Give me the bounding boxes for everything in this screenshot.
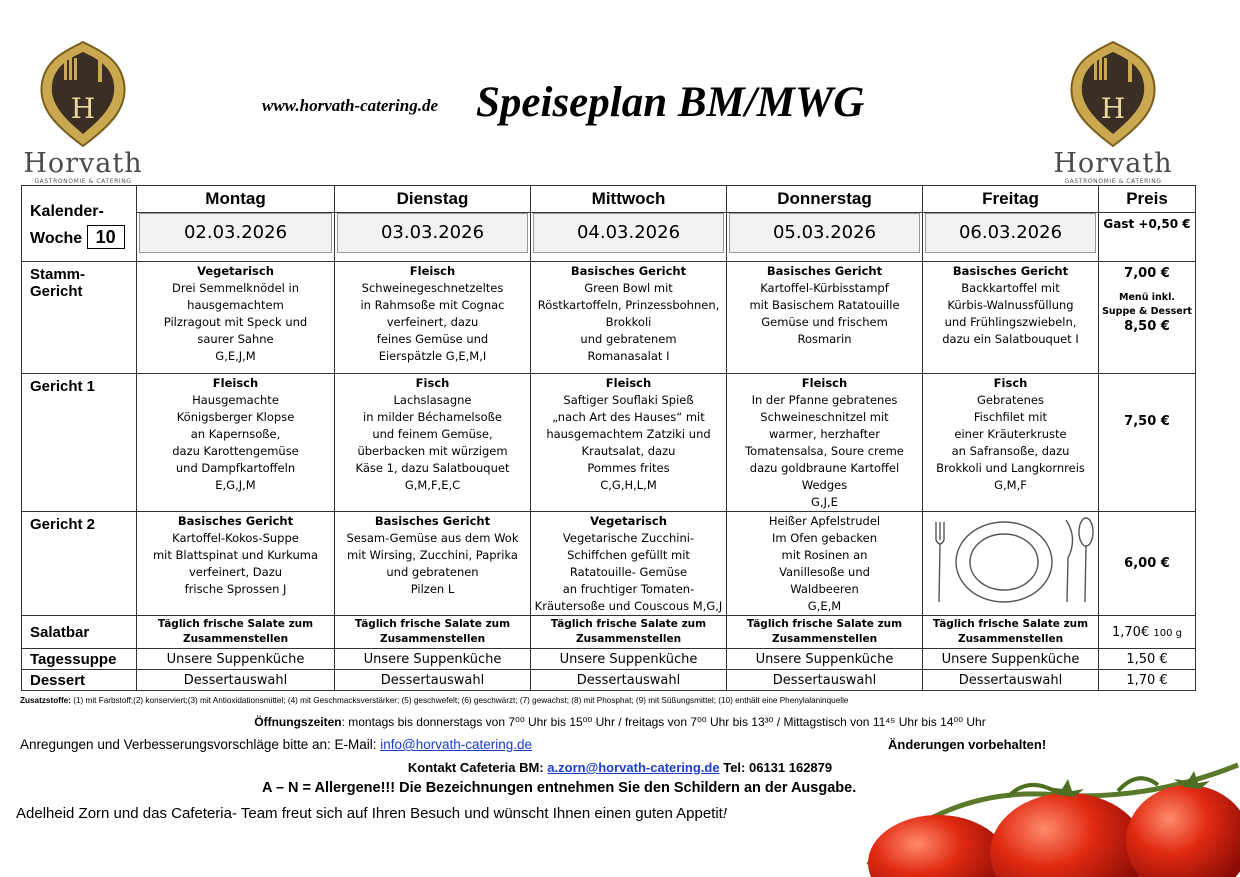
dish-line: G,J,E [811, 495, 838, 509]
additives-note: Zusatzstoffe: (1) mit Farbstoff;(2) konserviert;(3) mit Antioxidationsmittel; (4) mit Geschmacksverstärker; (5) geschwefelt; (6) geschwärzt; (7) gewachst; (8) mit Phosphat; (9) mit Süßungsmittel; (10) enthält eine Phenylalaninquelle [20, 696, 849, 705]
price-cell: 7,00 € Menü inkl. Suppe & Dessert 8,50 € [1099, 262, 1196, 374]
dish-line: Sesam-Gemüse aus dem Wok [346, 531, 519, 545]
dish-line: mit Rosinen an [781, 548, 868, 562]
dish-line: einer Kräuterkruste [954, 427, 1067, 441]
salad-cell: Täglich frische Salate zum Zusammenstellen [137, 616, 335, 649]
dish-line: „nach Art des Hauses“ mit [552, 410, 705, 424]
tomatoes-illustration [858, 745, 1240, 877]
soup-cell: Unsere Suppenküche [137, 649, 335, 670]
dish-line: überbacken mit würzigem [357, 444, 508, 458]
header-row [22, 186, 1196, 213]
dish-line: dazu goldbraune Kartoffel [749, 461, 900, 475]
day-header: Freitag [923, 186, 1099, 213]
dish-line: warmer, herzhafter [769, 427, 880, 441]
price-cell: 7,50 € [1099, 374, 1196, 512]
dish-line: Ratatouille- Gemüse [569, 565, 688, 579]
greeting: Adelheid Zorn und das Cafeteria- Team freut sich auf Ihren Besuch und wünscht Ihnen einen guten Appetit! [16, 805, 728, 822]
dish-line: G,M,F,E,C [404, 478, 461, 492]
logo-subtitle: GASTRONOMIE & CATERING [1064, 178, 1162, 185]
info-email-link[interactable]: info@horvath-catering.de [380, 737, 533, 752]
svg-text:H: H [1100, 92, 1126, 125]
row-stamm [22, 262, 1196, 374]
logo-subtitle: GASTRONOMIE & CATERING [34, 178, 132, 185]
dish-line: E,G,J,M [215, 478, 256, 492]
dish-line: Eierspätzle G,E,M,I [378, 349, 487, 363]
row-salatbar [22, 616, 1196, 649]
dish-line: mit Blattspinat und Kurkuma [152, 548, 319, 562]
dish-line: mit Wirsing, Zucchini, Paprika [347, 548, 518, 562]
week-number: 10 [87, 225, 125, 249]
dish-line: und feinem Gemüse, [372, 427, 493, 441]
date-row [22, 213, 1196, 262]
opening-hours: Öffnungszeiten: montags bis donnerstags von 7⁰⁰ Uhr bis 15⁰⁰ Uhr / freitags von 7⁰⁰ Uhr bis 13³⁰ / Mittagstisch von 11⁴⁵ Uhr bis 14⁰⁰ Uhr [254, 715, 986, 729]
menu-cell [335, 512, 531, 616]
dish-category: Fleisch [801, 376, 848, 390]
dessert-cell: Dessertauswahl [531, 670, 727, 691]
dish-line: an Kapernsoße, [190, 427, 281, 441]
row-label-stamm: Stamm- Gericht [22, 262, 137, 374]
page-title: Speiseplan BM/MWG [476, 79, 865, 126]
dish-line: Röstkartoffeln, Prinzessbohnen, [537, 298, 720, 312]
dessert-cell: Dessertauswahl [727, 670, 923, 691]
dish-line: und gebratenem [580, 332, 677, 346]
dish-line: saurer Sahne [197, 332, 274, 346]
date-cell: 05.03.2026 [727, 213, 923, 262]
dish-line: an fruchtiger Tomaten- [562, 582, 695, 596]
dish-line: Krautsalat, dazu [581, 444, 676, 458]
day-header: Dienstag [335, 186, 531, 213]
dish-line: Schweinegeschnetzeltes [361, 281, 504, 295]
dish-line: Vegetarische Zucchini- [562, 531, 695, 545]
menu-cell [727, 374, 923, 512]
dish-line: G,E,M [807, 599, 842, 613]
dish-line: Königsberger Klopse [176, 410, 295, 424]
dish-line: G,M,F [994, 478, 1027, 492]
website-url[interactable]: www.horvath-catering.de [262, 96, 438, 115]
row-label-gericht-2: Gericht 2 [22, 512, 137, 616]
day-header: Mittwoch [531, 186, 727, 213]
dish-line: mit Basischem Ratatouille [749, 298, 900, 312]
menu-cell [923, 374, 1099, 512]
dish-line: Brokkoli [605, 315, 652, 329]
date-cell: 02.03.2026 [137, 213, 335, 262]
dish-line: Waldbeeren [790, 582, 859, 596]
date-cell: 06.03.2026 [923, 213, 1099, 262]
dish-line: und Frühlingszwiebeln, [944, 315, 1077, 329]
dish-line: G,E,J,M [215, 349, 256, 363]
dish-line: verfeinert, Dazu [188, 565, 283, 579]
day-header: Donnerstag [727, 186, 923, 213]
row-gericht-2 [22, 512, 1196, 616]
dish-line: Im Ofen gebacken [771, 531, 878, 545]
plate-illustration [923, 512, 1099, 616]
dish-line: Lachslasagne [393, 393, 472, 407]
row-gericht-1 [22, 374, 1196, 512]
monogram-emblem-icon [1068, 38, 1158, 150]
dish-line: Brokkoli und Langkornreis [936, 461, 1085, 475]
menu-cell [727, 512, 923, 616]
menu-cell [531, 262, 727, 374]
dish-line: verfeinert, dazu [386, 315, 479, 329]
dish-category: Basisches Gericht [766, 264, 883, 278]
menu-cell [137, 374, 335, 512]
row-label-salatbar: Salatbar [22, 616, 137, 649]
price-cell: 1,70€ 100 g [1099, 616, 1196, 649]
dish-line: Green Bowl mit [584, 281, 673, 295]
row-label-gericht-1: Gericht 1 [22, 374, 137, 512]
menu-cell [335, 374, 531, 512]
price-cell: 1,70 € [1099, 670, 1196, 691]
menu-cell [727, 262, 923, 374]
dish-line: Heißer Apfelstrudel [768, 514, 881, 528]
soup-cell: Unsere Suppenküche [531, 649, 727, 670]
dish-category: Fleisch [409, 264, 456, 278]
dish-line: Kürbis-Walnussfüllung [947, 298, 1074, 312]
soup-cell: Unsere Suppenküche [727, 649, 923, 670]
price-cell: 1,50 € [1099, 649, 1196, 670]
guest-surcharge: Gast +0,50 € [1099, 213, 1196, 262]
menu-table [21, 185, 1196, 691]
logo-right [1048, 38, 1178, 185]
salad-cell: Täglich frische Salate zum Zusammenstellen [923, 616, 1099, 649]
dish-line: hausgemachtem Zatziki und [546, 427, 711, 441]
dish-line: dazu Karottengemüse [172, 444, 299, 458]
logo-brand: Horvath [1053, 148, 1173, 179]
dish-category: Basisches Gericht [374, 514, 491, 528]
row-label-tagessuppe: Tagessuppe [22, 649, 137, 670]
dish-line: Pilzen L [410, 582, 455, 596]
dish-line: hausgemachtem [187, 298, 284, 312]
dish-line: In der Pfanne gebratenes [751, 393, 898, 407]
monogram-emblem-icon [38, 38, 128, 150]
date-cell: 03.03.2026 [335, 213, 531, 262]
row-tagessuppe [22, 649, 1196, 670]
dish-line: frische Sprossen J [184, 582, 287, 596]
dish-category: Vegetarisch [197, 264, 274, 278]
dish-line: Pilzragout mit Speck und [163, 315, 308, 329]
dish-line: und gebratenen [386, 565, 479, 579]
dish-line: Pommes frites [587, 461, 670, 475]
dish-line: in Rahmsoße mit Cognac [360, 298, 505, 312]
menu-cell [137, 512, 335, 616]
logo-brand: Horvath [23, 148, 143, 179]
row-label-dessert: Dessert [22, 670, 137, 691]
dish-line: Vanillesoße und [779, 565, 870, 579]
dish-line: Kartoffel-Kokos-Suppe [172, 531, 299, 545]
dish-category: Fleisch [212, 376, 259, 390]
row-dessert [22, 670, 1196, 691]
dish-category: Basisches Gericht [177, 514, 294, 528]
menu-cell [531, 512, 727, 616]
dish-line: dazu ein Salatbouquet I [942, 332, 1079, 346]
changes-note: Änderungen vorbehalten! [888, 737, 1047, 752]
menu-cell [137, 262, 335, 374]
week-label: Kalender- Woche 10 [22, 186, 137, 262]
suggestions-line: Anregungen und Verbesserungsvorschläge bitte an: E-Mail: info@horvath-catering.de [20, 737, 533, 752]
dish-line: Fischfilet mit [973, 410, 1048, 424]
day-header: Montag [137, 186, 335, 213]
soup-cell: Unsere Suppenküche [923, 649, 1099, 670]
salad-cell: Täglich frische Salate zum Zusammenstellen [531, 616, 727, 649]
dish-line: Wedges [801, 478, 848, 492]
dessert-cell: Dessertauswahl [335, 670, 531, 691]
price-header: Preis [1099, 186, 1196, 213]
dish-category: Basisches Gericht [570, 264, 687, 278]
dessert-cell: Dessertauswahl [137, 670, 335, 691]
dish-line: Schweineschnitzel mit [760, 410, 889, 424]
dish-category: Fleisch [605, 376, 652, 390]
dish-line: Kartoffel-Kürbisstampf [760, 281, 889, 295]
dish-line: feines Gemüse und [376, 332, 489, 346]
dessert-cell: Dessertauswahl [923, 670, 1099, 691]
dish-line: Rosmarin [797, 332, 852, 346]
menu-cell [531, 374, 727, 512]
dish-line: Gemüse und frischem [761, 315, 888, 329]
contact-email-link[interactable]: a.zorn@horvath-catering.de [547, 760, 720, 775]
soup-cell: Unsere Suppenküche [335, 649, 531, 670]
dish-line: Käse 1, dazu Salatbouquet [355, 461, 510, 475]
price-cell: 6,00 € [1099, 512, 1196, 616]
plate-cutlery-icon [926, 514, 1096, 609]
salad-cell: Täglich frische Salate zum Zusammenstellen [727, 616, 923, 649]
menu-cell [335, 262, 531, 374]
svg-text:H: H [70, 92, 96, 125]
dish-line: und Dampfkartoffeln [175, 461, 296, 475]
logo-left [18, 38, 148, 185]
dish-line: Schiffchen gefüllt mit [567, 548, 690, 562]
dish-line: Backkartoffel mit [961, 281, 1060, 295]
dish-line: Drei Semmelknödel in [172, 281, 299, 295]
dish-line: C,G,H,L,M [600, 478, 657, 492]
dish-category: Fisch [993, 376, 1028, 390]
dish-line: in milder Béchamelsoße [363, 410, 502, 424]
dish-line: Kräutersoße und Couscous M,G,J [534, 599, 723, 613]
menu-cell [923, 262, 1099, 374]
date-cell: 04.03.2026 [531, 213, 727, 262]
dish-category: Fisch [415, 376, 450, 390]
dish-line: an Safransoße, dazu [951, 444, 1070, 458]
dish-line: Hausgemachte [192, 393, 279, 407]
dish-line: Saftiger Souflaki Spieß [563, 393, 694, 407]
salad-cell: Täglich frische Salate zum Zusammenstellen [335, 616, 531, 649]
dish-category: Basisches Gericht [952, 264, 1069, 278]
contact-line: Kontakt Cafeteria BM: a.zorn@horvath-catering.de Tel: 06131 162879 [407, 760, 833, 775]
dish-category: Vegetarisch [590, 514, 667, 528]
allergen-note: A – N = Allergene!!! Die Bezeichnungen entnehmen Sie den Schildern an der Ausgabe. [262, 780, 857, 796]
dish-line: Tomatensalsa, Soure creme [745, 444, 904, 458]
dish-line: Gebratenes [976, 393, 1044, 407]
dish-line: Romanasalat I [587, 349, 670, 363]
